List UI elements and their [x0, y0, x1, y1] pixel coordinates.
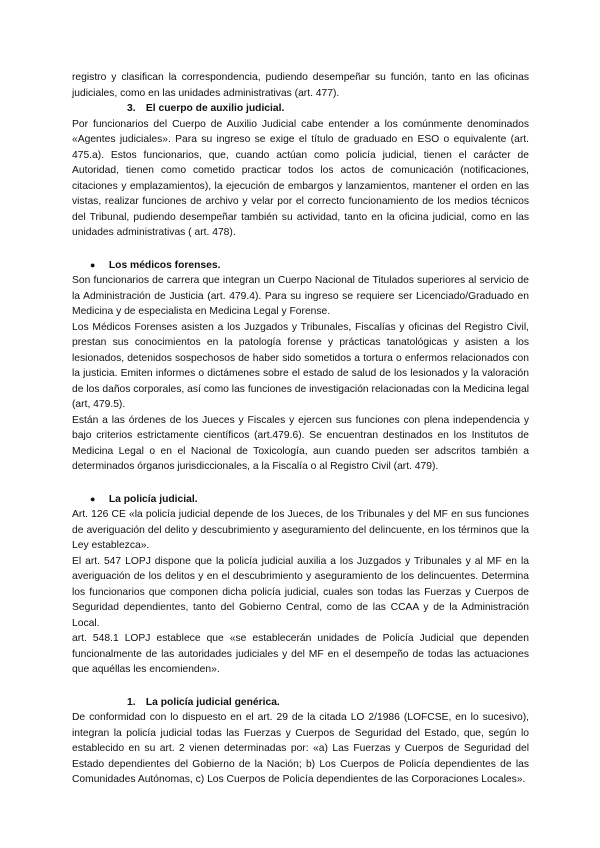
- intro-paragraph: registro y clasifican la correspondencia, pudiendo desempeñar su función, tanto en las oficinas judiciales, como en las unidades administrativas (art. 477).: [72, 72, 529, 99]
- document-page: [72, 70, 529, 788]
- forenses-title: Los médicos forenses.: [108, 259, 221, 271]
- forenses-paragraph: Los Médicos Forenses asisten a los Juzgados y Tribunales, Fiscalías y oficinas del Registro Civil, prestan sus conocimientos en la patología forense y prácticas tanatológicas y asisten a los lesionados, detenidos sospechosos de haber sido sometidos a tortura o enfermos relacionados con la justicia. Emiten informes o dictámenes sobre el estado de salud de los lesionados y la valoración de los daños corporales, así como las funciones de investigación relacionadas con la Medicina legal (art, 479.5).: [72, 321, 529, 410]
- generica-number: 1.: [127, 696, 136, 708]
- generica-heading: [127, 695, 529, 711]
- policia-paragraph: Art. 126 CE «la policía judicial depende de los Jueces, de los Tribunales y del MF en sus funciones de averiguación del delito y descubrimiento y aseguramiento del delincuente, en los términos que la Ley establezca».: [72, 509, 529, 551]
- section-3-heading: [127, 101, 529, 117]
- forenses-paragraph: Están a las órdenes de los Jueces y Fiscales y ejercen sus funciones con plena independencia y bajo criterios estrictamente científicos (art.479.6). Se encuentran destinados en los Institutos de Medicina Legal o en el Nacional de Toxicología, aun cuando pueden ser adscritos también a determinados órganos jurisdiccionales, a la Fiscalía o al Registro Civil (art. 479).: [72, 414, 529, 472]
- section-3-body: Por funcionarios del Cuerpo de Auxilio Judicial cabe entender a los comúnmente denominados «Agentes judiciales». Para su ingreso se exige el título de graduado en ESO o equivalente (art. 475.a). Estos funcionarios, que, cuando actúan como policía judicial, tienen el carácter de Autoridad, tienen como cometido practicar todos los actos de comunicación (notificaciones, citaciones y emplazamientos), la ejecución de embargos y lanzamientos, mantener el orden en las vistas, realizar funciones de archivo y velar por el correcto funcionamiento de los medios técnicos del Tribunal, pudiendo desempeñar también su actividad, tanto en la oficina judicial, como en las unidades administrativas ( art. 478).: [72, 118, 529, 238]
- section-3-title: El cuerpo de auxilio judicial.: [145, 103, 285, 114]
- policia-title: La policía judicial.: [108, 493, 198, 505]
- policia-paragraph: El art. 547 LOPJ dispone que la policía judicial auxilia a los Juzgados y Tribunales y al MF en la averiguación de los delitos y en el descubrimiento y aseguramiento de los delincuentes. Determina los funcionarios que componen dicha policía judicial, cuales son todas las Fuerzas y Cuerpos de Seguridad dependientes, tanto del Gobierno Central, como de las CCAA y de la Administración Local.: [72, 555, 529, 629]
- forenses-paragraph: Son funcionarios de carrera que integran un Cuerpo Nacional de Titulados superiores al servicio de la Administración de Justicia (art. 479.4). Para su ingreso se requiere ser Licenciado/Graduado en Medicina y de especialista en Medicina Legal y Forense.: [72, 275, 529, 317]
- bullet-icon: ●: [90, 259, 96, 270]
- generica-body: De conformidad con lo dispuesto en el art. 29 de la citada LO 2/1986 (LOFCSE, en lo sucesivo), integran la policía judicial todas las Fuerzas y Cuerpos de Seguridad del Estado, que, según lo establecido en su art. 2 vienen determinadas por: «a) Las Fuerzas y Cuerpos de Seguridad del Estado dependientes del Gobierno de la Nación; b) Los Cuerpos de Policía dependientes de las Comunidades Autónomas, c) Los Cuerpos de Policía dependientes de las Corporaciones Locales».: [72, 712, 529, 785]
- policia-paragraph: art. 548.1 LOPJ establece que «se establecerán unidades de Policía Judicial que dependen funcionalmente de las autoridades judiciales y del MF en el desempeño de todas las actuaciones que aquéllas les encomienden».: [72, 633, 529, 675]
- generica-title: La policía judicial genérica.: [145, 696, 280, 708]
- section-3-number: 3.: [127, 103, 136, 114]
- forenses-heading: [90, 258, 529, 274]
- policia-heading: [90, 492, 529, 508]
- bullet-icon: ●: [90, 493, 96, 504]
